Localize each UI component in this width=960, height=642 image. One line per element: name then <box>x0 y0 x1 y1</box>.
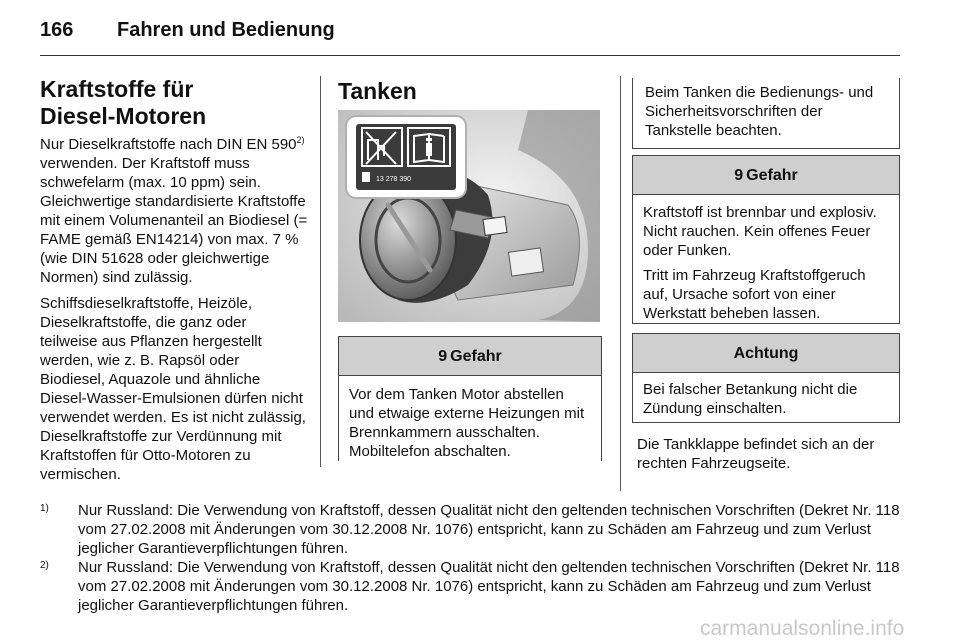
warning-triangle-icon: 9 <box>734 166 744 184</box>
footnote-text: Nur Russland: Die Verwendung von Kraftstoff, dessen Qualität nicht den geltenden technischen Vorschriften (Dekret Nr. 118 vom 27.02.2008 mit Änderungen vom 30.12.2008 Nr. 1076) entspricht, kann zu Schäden am Fahrzeug und zum Verlust jeglicher Garantieverpflichtungen führen. <box>78 502 900 557</box>
column-divider-1 <box>320 76 321 467</box>
diesel-paragraph-1 <box>40 135 308 287</box>
watermark: carmanualsonline.info <box>700 617 905 640</box>
header-divider <box>40 55 900 56</box>
danger-box-title: Gefahr <box>746 166 798 184</box>
page-number: 166 <box>40 19 74 41</box>
danger-box-body <box>339 376 601 475</box>
heading-line-1: Kraftstoffe für <box>40 76 194 102</box>
fuel-flap-location-text: Die Tankklappe befindet sich an der rechten Fahrzeugseite. <box>637 436 875 472</box>
danger-box-fuel <box>632 155 900 324</box>
danger-box-title: Gefahr <box>450 347 502 365</box>
warning-triangle-icon: 9 <box>438 347 448 365</box>
danger-paragraph-2: Tritt im Fahrzeug Kraftstoffgeruch auf, Ursache sofort von einer Werkstatt beheben lassen. <box>643 267 866 322</box>
fuel-filler-photo <box>338 110 600 322</box>
footnote-marker: 1) <box>40 503 49 514</box>
danger-box-header <box>633 156 899 195</box>
diesel-fuel-heading <box>40 76 308 130</box>
attention-box-title: Achtung <box>733 344 799 362</box>
p1-after: verwenden. Der Kraftstoff muss schwefelarm (max. 10 ppm) sein. Gleichwertige standardisierte Kraftstoffe mit einem Volumenanteil an Biodiesel (= FAME gemäß EN14214) von max. 7 % (wie DIN 51628 oder gleichwertige Normen) sind zulässig. <box>40 155 308 286</box>
danger-paragraph-1: Kraftstoff ist brennbar und explosiv. Nicht rauchen. Kein offenes Feuer oder Funken. <box>643 204 877 259</box>
column-divider-2 <box>620 76 621 491</box>
attention-box <box>632 333 900 423</box>
footnote-1 <box>40 501 902 558</box>
danger-box-refuel <box>338 336 602 461</box>
footnote-text: Nur Russland: Die Verwendung von Kraftstoff, dessen Qualität nicht den geltenden technischen Vorschriften (Dekret Nr. 118 vom 27.02.2008 mit Änderungen vom 30.12.2008 Nr. 1076) entspricht, kann zu Schäden am Fahrzeug und zum Verlust jeglicher Garantieverpflichtungen führen. <box>78 559 900 614</box>
attention-box-text: Bei falscher Betankung nicht die Zündung einschalten. <box>643 381 858 417</box>
danger-box-body <box>633 195 899 337</box>
diesel-paragraph-2: Schiffsdieselkraftstoffe, Heizöle, Dieselkraftstoffe, die ganz oder teilweise aus Pflanzen hergestellt werden, wie z. B. Rapsöl oder Biodiesel, Aquazole und ähnliche Diesel-Wasser-Emulsionen dürfen nicht verwendet werden. Es ist nicht zulässig, Dieselkraftstoffe zur Verdünnung mit Kraftstoffen für Otto-Motoren zu vermischen. <box>40 295 306 483</box>
footnote-2 <box>40 558 902 615</box>
footnote-marker: 2) <box>40 560 49 571</box>
danger-box-text: Vor dem Tanken Motor abstellen und etwaige externe Heizungen mit Brennkammern ausschalten. Mobiltelefon abschalten. <box>349 386 585 460</box>
danger-box-header <box>339 337 601 376</box>
footnote-ref[interactable]: 2) <box>296 135 305 145</box>
p1-before: Nur Dieselkraftstoffe nach DIN EN 590 <box>40 136 297 153</box>
attention-box-body <box>633 373 899 432</box>
attention-box-header <box>633 334 899 373</box>
photo-label-number: 13 278 390 <box>376 176 412 183</box>
heading-line-2: Diesel-Motoren <box>40 103 207 129</box>
section-title: Fahren und Bedienung <box>117 19 335 41</box>
diesel-fuel-section <box>40 76 308 491</box>
refuel-intro-text: Beim Tanken die Bedienungs- und Sicherheitsvorschriften der Tankstelle beachten. <box>645 84 874 139</box>
refuel-heading: Tanken <box>338 78 417 104</box>
refuel-intro-box <box>632 78 900 149</box>
